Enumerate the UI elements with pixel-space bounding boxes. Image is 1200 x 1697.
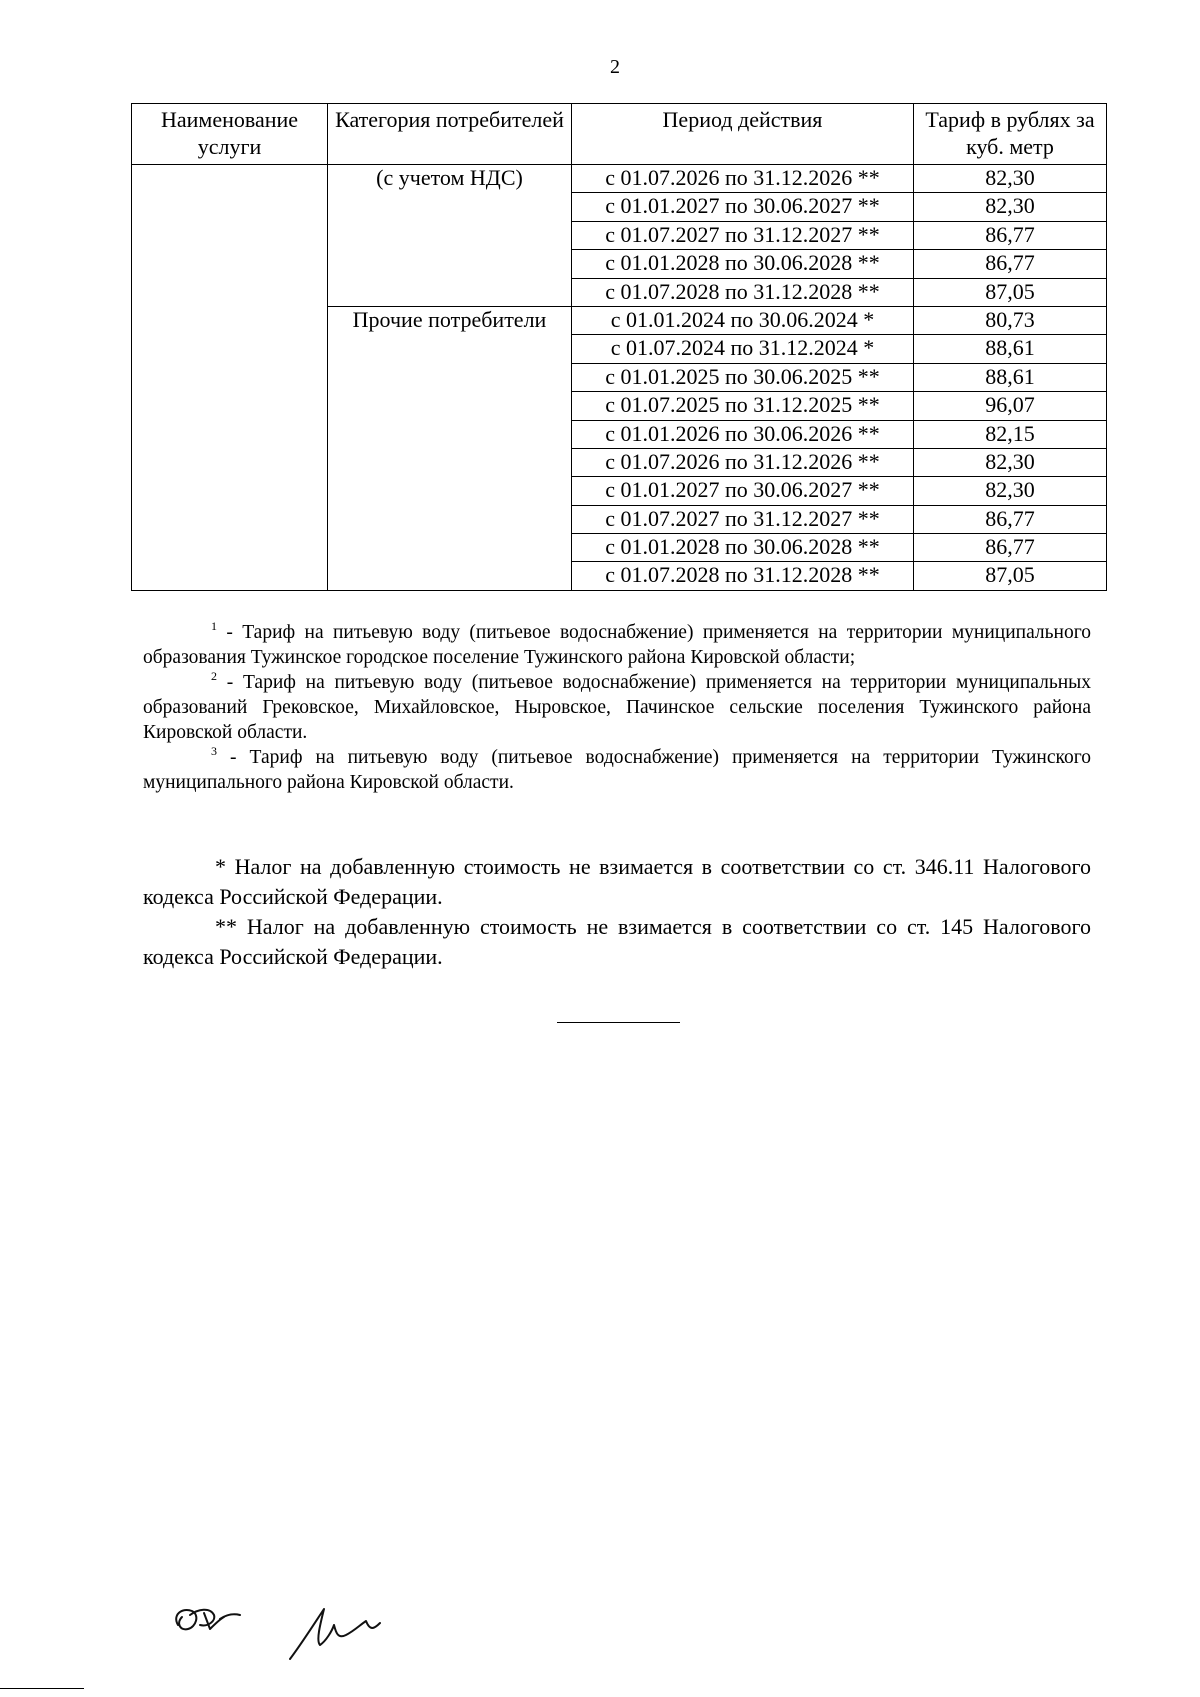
footnote-mark: 1 (211, 619, 217, 633)
tariff-cell: 82,30 (914, 165, 1107, 193)
header-category: Категория потребителей (328, 104, 572, 165)
tariff-cell: 87,05 (914, 562, 1107, 590)
footnote-2 (143, 670, 1091, 745)
signature-mark (170, 1585, 410, 1685)
tariff-cell: 82,30 (914, 477, 1107, 505)
service-cell (132, 165, 328, 591)
tariff-cell: 86,77 (914, 221, 1107, 249)
tariff-table (131, 103, 1107, 591)
tariff-cell: 82,30 (914, 193, 1107, 221)
period-cell: с 01.01.2024 по 30.06.2024 * (572, 306, 914, 334)
footnote-mark: 2 (211, 669, 217, 683)
category-cell-vat: (с учетом НДС) (328, 165, 572, 307)
period-cell: с 01.01.2028 по 30.06.2028 ** (572, 534, 914, 562)
table-header-row (132, 104, 1107, 165)
period-cell: с 01.01.2025 по 30.06.2025 ** (572, 363, 914, 391)
footnotes (143, 620, 1091, 795)
header-service: Наименование услуги (132, 104, 328, 165)
period-cell: с 01.07.2027 по 31.12.2027 ** (572, 221, 914, 249)
period-cell: с 01.07.2025 по 31.12.2025 ** (572, 392, 914, 420)
footnote-1 (143, 620, 1091, 670)
period-cell: с 01.01.2027 по 30.06.2027 ** (572, 477, 914, 505)
period-cell: с 01.01.2027 по 30.06.2027 ** (572, 193, 914, 221)
footnote-text: - Тариф на питьевую воду (питьевое водоснабжение) применяется на территории муниципального образования Тужинское городское поселение Тужинского района Кировской области; (143, 622, 1091, 668)
end-of-document-rule (557, 1022, 680, 1023)
header-tariff: Тариф в рублях за куб. метр (914, 104, 1107, 165)
tariff-cell: 82,30 (914, 448, 1107, 476)
period-cell: с 01.07.2024 по 31.12.2024 * (572, 335, 914, 363)
tariff-cell: 87,05 (914, 278, 1107, 306)
tariff-cell: 86,77 (914, 534, 1107, 562)
footnote-text: - Тариф на питьевую воду (питьевое водоснабжение) применяется на территории Тужинского муниципального района Кировской области. (143, 747, 1091, 793)
corner-rule (0, 1688, 84, 1689)
tax-note-double-star: ** Налог на добавленную стоимость не взимается в соответствии со ст. 145 Налогового кодекса Российской Федерации. (143, 914, 1091, 969)
tariff-cell: 80,73 (914, 306, 1107, 334)
page-number: 2 (610, 56, 620, 78)
category-cell-other: Прочие потребители (328, 306, 572, 590)
tariff-cell: 88,61 (914, 335, 1107, 363)
period-cell: с 01.07.2026 по 31.12.2026 ** (572, 165, 914, 193)
tax-note-single-star: * Налог на добавленную стоимость не взимается в соответствии со ст. 346.11 Налогового кодекса Российской Федерации. (143, 854, 1091, 909)
period-cell: с 01.07.2026 по 31.12.2026 ** (572, 448, 914, 476)
tariff-cell: 96,07 (914, 392, 1107, 420)
footnote-3 (143, 745, 1091, 795)
footnote-mark: 3 (211, 744, 217, 758)
period-cell: с 01.07.2028 по 31.12.2028 ** (572, 278, 914, 306)
header-period: Период действия (572, 104, 914, 165)
period-cell: с 01.01.2028 по 30.06.2028 ** (572, 250, 914, 278)
tariff-cell: 82,15 (914, 420, 1107, 448)
tax-notes (143, 852, 1091, 972)
tariff-cell: 86,77 (914, 505, 1107, 533)
footnote-text: - Тариф на питьевую воду (питьевое водоснабжение) применяется на территории муниципальных образований Грековское, Михайловское, Ныровское, Пачинское сельские поселения Тужинского района Кировской области. (143, 672, 1091, 743)
period-cell: с 01.07.2028 по 31.12.2028 ** (572, 562, 914, 590)
period-cell: с 01.07.2027 по 31.12.2027 ** (572, 505, 914, 533)
table-row (132, 165, 1107, 193)
tariff-cell: 88,61 (914, 363, 1107, 391)
period-cell: с 01.01.2026 по 30.06.2026 ** (572, 420, 914, 448)
tariff-cell: 86,77 (914, 250, 1107, 278)
